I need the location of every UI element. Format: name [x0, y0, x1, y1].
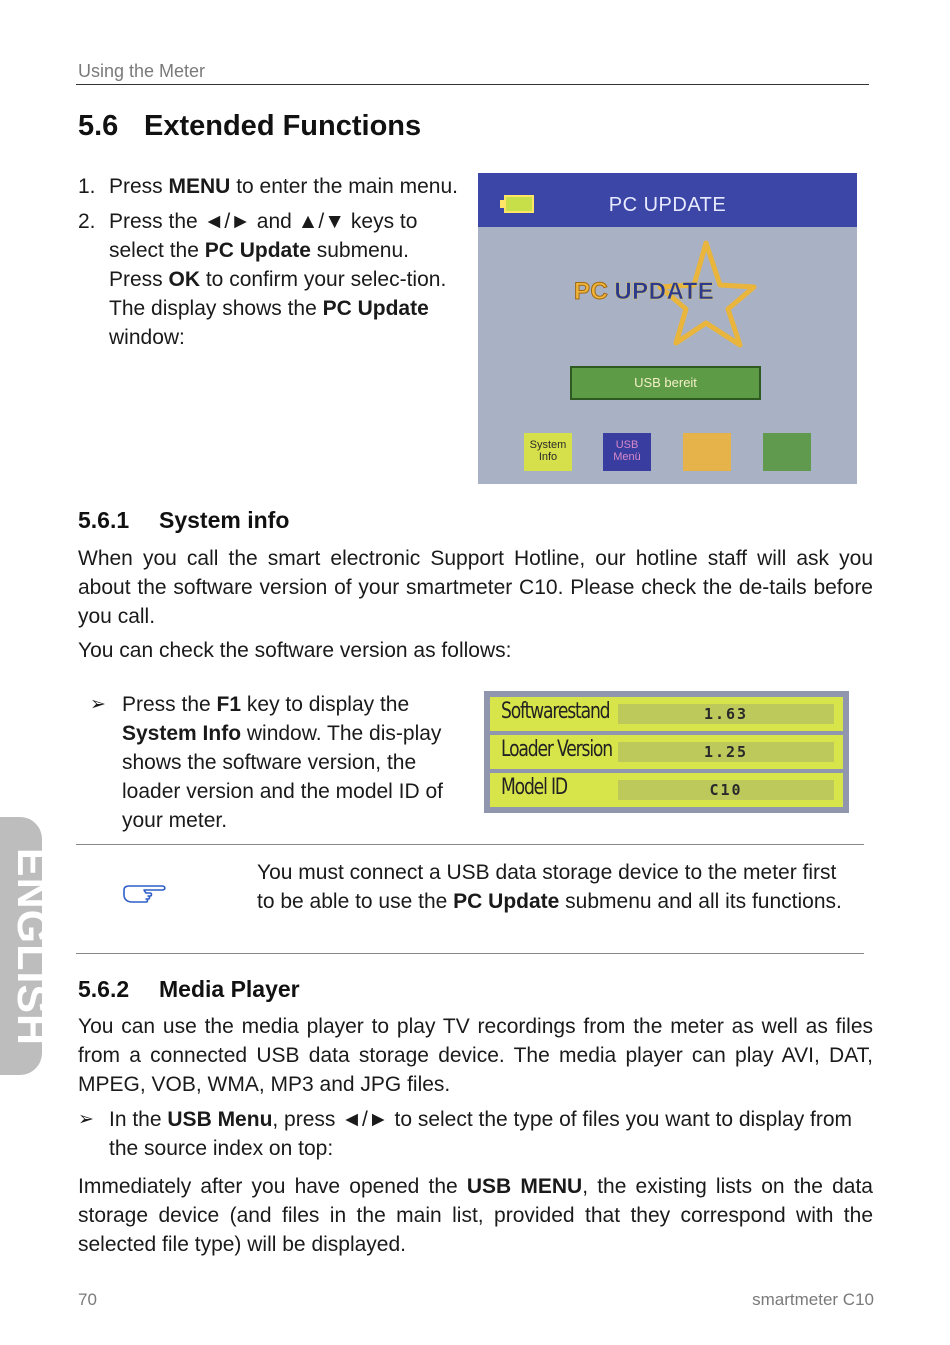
note-bottom-rule	[76, 953, 864, 954]
usb-status-box	[570, 366, 761, 400]
media-player-paragraph-2: Immediately after you have opened the USB MENU, the existing lists on the data storage device (and files in the main list, provided that they correspond with the selected file type) will be displayed.	[78, 1175, 873, 1256]
note-top-rule	[76, 844, 864, 845]
usb-status-text: USB bereit	[634, 375, 697, 390]
running-header: Using the Meter	[78, 61, 206, 81]
f3-key	[683, 433, 731, 471]
step-item	[78, 172, 458, 201]
system-info-intro: You can check the software version as follows:	[78, 639, 512, 662]
info-row	[490, 773, 843, 807]
pc-update-screen	[478, 173, 857, 484]
bullet-text: Press the F1 key to display the System Info window. The dis-play shows the software version, the loader version and the model ID of your meter.	[122, 693, 444, 832]
f1-key-label: System Info	[529, 439, 567, 463]
info-value: 1.63	[618, 704, 834, 724]
bold-term: System Info	[122, 722, 242, 745]
section-number: 5.6	[78, 110, 119, 142]
screen-title: PC UPDATE	[608, 194, 727, 216]
bold-term: USB MENU	[466, 1175, 583, 1198]
section-title: Extended Functions	[144, 110, 422, 142]
info-row	[490, 697, 843, 731]
bullet-arrow-icon: ➢	[90, 694, 106, 715]
media-player-paragraph: You can use the media player to play TV recordings from the meter as well as files from a connected USB data storage device. The media player can play AVI, DAT, MPEG, VOB, WMA, MP3 and JPG files.	[78, 1015, 873, 1096]
bold-term: USB Menu	[167, 1108, 273, 1131]
bold-term: PC Update	[204, 239, 311, 262]
footer-product-name: smartmeter C10	[752, 1290, 874, 1309]
f4-key	[763, 433, 811, 471]
info-row	[490, 735, 843, 769]
bold-term: MENU	[168, 175, 231, 198]
info-value: 1.25	[618, 742, 834, 762]
language-side-tab-label: ENGLISH	[8, 847, 56, 1047]
bold-term: PC Update	[453, 890, 560, 913]
note-text: You must connect a USB data storage device to the meter first to be able to use the PC Update submenu and all its functions.	[257, 861, 842, 913]
info-value: C10	[618, 780, 834, 800]
step-text: Press MENU to enter the main menu.	[109, 175, 458, 198]
subsection-heading-media-player	[78, 976, 300, 1003]
bold-term: PC Update	[322, 297, 429, 320]
subsection-number: 5.6.2	[78, 976, 130, 1002]
step-number: 1.	[78, 175, 96, 198]
page-number: 70	[78, 1290, 97, 1309]
subsection-title: Media Player	[159, 976, 300, 1002]
pointing-hand-icon	[122, 880, 168, 910]
subsection-heading-system-info	[78, 507, 289, 534]
pc-update-logo	[574, 278, 714, 306]
subsection-title: System info	[159, 507, 290, 533]
bullet-text: In the USB Menu, press ◄/► to select the type of files you want to display from the source index on top:	[109, 1108, 853, 1160]
steps-list	[78, 172, 458, 358]
section-heading	[78, 110, 421, 143]
f2-key-usb-menu	[603, 433, 651, 471]
info-label: Model ID	[501, 775, 567, 800]
f2-key-label: USB Menü	[613, 439, 641, 463]
system-info-screen	[484, 691, 849, 813]
f1-key-system-info	[524, 433, 572, 471]
subsection-number: 5.6.1	[78, 507, 130, 533]
step-item	[78, 207, 458, 352]
bold-term: OK	[168, 268, 201, 291]
bold-term: F1	[216, 693, 242, 716]
info-label: Loader Version	[501, 737, 612, 762]
logo-pc-text: PC	[574, 278, 609, 305]
step-number: 2.	[78, 210, 96, 233]
bullet-arrow-icon: ➢	[78, 1109, 94, 1130]
system-info-paragraph: When you call the smart electronic Support Hotline, our hotline staff will ask you about the software version of your smartmeter C10. Please check the de-tails before you call.	[78, 547, 873, 628]
info-label: Softwarestand	[501, 699, 610, 724]
header-rule	[76, 84, 869, 85]
logo-update-text: UPDATE	[614, 278, 715, 305]
step-text: Press the ◄/► and ▲/▼ keys to select the PC Update submenu. Press OK to confirm your selec-tion. The display shows the PC Update window:	[109, 210, 447, 349]
